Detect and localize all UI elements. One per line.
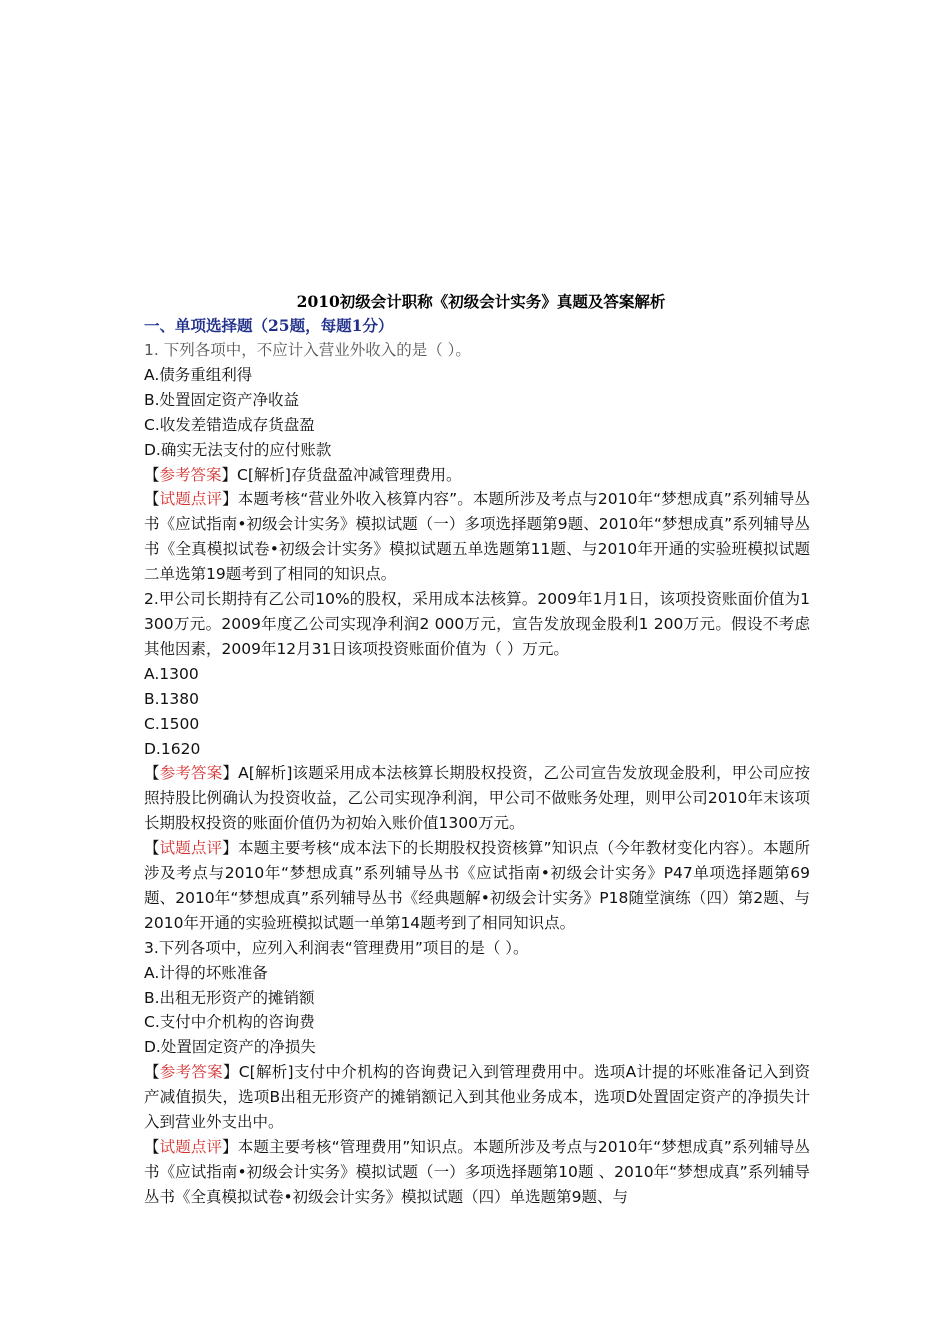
- option-c: C.支付中介机构的咨询费: [144, 1013, 315, 1032]
- question-stem: 3.下列各项中，应列入利润表“管理费用”项目的是（ ）。: [144, 938, 529, 957]
- review-tag: 试题点评: [159, 839, 223, 858]
- bracket-close: 】: [222, 839, 238, 858]
- section-heading: 一、单项选择题（25题，每题1分）: [144, 316, 394, 335]
- option-c: C.收发差错造成存货盘盈: [144, 415, 315, 434]
- bracket-open: 【: [144, 764, 160, 783]
- answer-text: C[解析]存货盘盈冲减管理费用。: [237, 465, 462, 484]
- bracket-open: 【: [144, 1063, 160, 1082]
- review-tag: 试题点评: [159, 1138, 223, 1156]
- answer-paragraph: [144, 1060, 810, 1135]
- question-1: [144, 338, 810, 587]
- option-b: B.出租无形资产的摊销额: [144, 988, 315, 1007]
- option-d: D.处置固定资产的净损失: [144, 1038, 316, 1057]
- bracket-open: 【: [144, 839, 160, 858]
- answer-text: C[解析]支付中介机构的咨询费记入到管理费用中。选项A计提的坏账准备记入到资产减值损失，选项B出租无形资产的摊销额记入到其他业务成本，选项D处置固定资产的净损失计入到营业外支出中。: [144, 1063, 810, 1132]
- review-paragraph: [144, 487, 810, 587]
- bracket-open: 【: [144, 1138, 160, 1156]
- bracket-close: 】: [222, 1063, 239, 1082]
- option-c: C.1500: [144, 714, 200, 733]
- option-a: A.计得的坏账准备: [144, 963, 268, 982]
- option-a: A.1300: [144, 664, 199, 683]
- option-d: D.确实无法支付的应付账款: [144, 440, 332, 459]
- review-paragraph: [144, 836, 810, 936]
- answer-paragraph: [144, 463, 810, 488]
- answer-tag: 参考答案: [159, 1063, 223, 1082]
- document-title: 2010初级会计职称《初级会计实务》真题及答案解析: [296, 292, 666, 311]
- answer-tag: 参考答案: [159, 764, 223, 783]
- question-2: [144, 587, 810, 936]
- bracket-open: 【: [144, 465, 160, 484]
- bracket-close: 】: [221, 465, 238, 484]
- review-text: 本题主要考核“管理费用”知识点。本题所涉及考点与2010年“梦想成真”系列辅导丛书《应试指南•初级会计实务》模拟试题（一）多项选择题第10题 、2010年“梦想成真”系列辅导丛书《全真模拟试卷•初级会计实务》模拟试题（四）单选题第9题、与: [144, 1138, 810, 1206]
- option-d: D.1620: [144, 739, 201, 758]
- question-stem: 1. 下列各项中，不应计入营业外收入的是（ ）。: [144, 341, 471, 359]
- bracket-close: 】: [222, 1138, 238, 1156]
- document-content: [144, 290, 810, 1210]
- answer-paragraph: [144, 761, 810, 836]
- answer-tag: 参考答案: [159, 465, 222, 484]
- review-paragraph: [144, 1135, 810, 1210]
- option-a: A.债务重组利得: [144, 365, 253, 384]
- option-b: B.1380: [144, 689, 200, 708]
- answer-text: A[解析]该题采用成本法核算长期股权投资，乙公司宣告发放现金股利，甲公司应按照持股比例确认为投资收益，乙公司实现净利润，甲公司不做账务处理，则甲公司2010年末该项长期股权投资的账面价值仍为初始入账价值1300万元。: [144, 764, 810, 833]
- option-b: B.处置固定资产净收益: [144, 390, 300, 409]
- bracket-close: 】: [222, 490, 238, 509]
- bracket-open: 【: [144, 490, 160, 509]
- review-tag: 试题点评: [159, 490, 223, 509]
- review-text: 本题考核“营业外收入核算内容”。本题所涉及考点与2010年“梦想成真”系列辅导丛书《应试指南•初级会计实务》模拟试题（一）多项选择题第9题、2010年“梦想成真”系列辅导丛书《全真模拟试卷•初级会计实务》模拟试题五单选题第11题、与2010年开通的实验班模拟试题二单选第19题考到了相同的知识点。: [144, 490, 810, 584]
- review-text: 本题主要考核“成本法下的长期股权投资核算”知识点（今年教材变化内容）。本题所涉及考点与2010年“梦想成真”系列辅导丛书《应试指南•初级会计实务》P47单项选择题第69题、2010年“梦想成真”系列辅导丛书《经典题解•初级会计实务》P18随堂演练（四）第2题、与2010年开通的实验班模拟试题一单第14题考到了相同知识点。: [144, 839, 810, 932]
- question-3: [144, 936, 810, 1210]
- question-stem: 2.甲公司长期持有乙公司10%的股权，采用成本法核算。2009年1月1日，该项投资账面价值为1 300万元。2009年度乙公司实现净利润2 000万元，宣告发放现金股利1 200万元。假设不考虑其他因素，2009年12月31日该项投资账面价值为（ ）万元。: [144, 590, 810, 658]
- bracket-close: 】: [222, 764, 239, 783]
